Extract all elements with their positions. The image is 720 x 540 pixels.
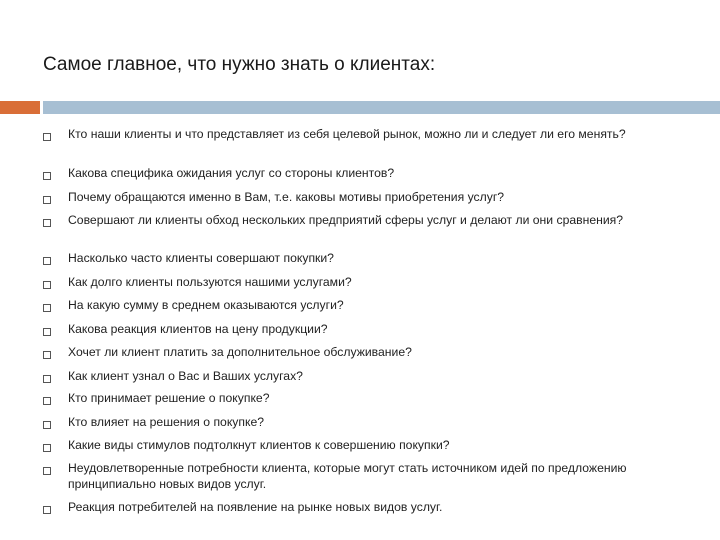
list-item-text: Совершают ли клиенты обход нескольких предприятий сферы услуг и делают ли они сравнения? xyxy=(68,213,624,227)
square-bullet-icon xyxy=(43,304,51,312)
square-bullet-icon xyxy=(43,196,51,204)
list-item-text: Кто наши клиенты и что представляет из себя целевой рынок, можно ли и следует ли его менять? xyxy=(68,127,626,141)
square-bullet-icon xyxy=(43,467,51,475)
square-bullet-icon xyxy=(43,375,51,383)
list-item-text: На какую сумму в среднем оказываются услуги? xyxy=(68,298,344,312)
list-item-text: Кто принимает решение о покупке? xyxy=(68,391,270,405)
list-item-text: Насколько часто клиенты совершают покупки? xyxy=(68,251,334,265)
square-bullet-icon xyxy=(43,351,51,359)
square-bullet-icon xyxy=(43,397,51,405)
square-bullet-icon xyxy=(43,328,51,336)
list-item-text: Хочет ли клиент платить за дополнительное обслуживание? xyxy=(68,345,412,359)
square-bullet-icon xyxy=(43,281,51,289)
list-item-text: Как клиент узнал о Вас и Ваших услугах? xyxy=(68,369,303,383)
list-item-text: Кто влияет на решения о покупке? xyxy=(68,415,265,429)
list-item-text: Почему обращаются именно в Вам, т.е. каковы мотивы приобретения услуг? xyxy=(68,190,505,204)
square-bullet-icon xyxy=(43,506,51,514)
square-bullet-icon xyxy=(43,257,51,265)
square-bullet-icon xyxy=(43,444,51,452)
list-item-text: Неудовлетворенные потребности клиента, которые могут стать источником идей по предложению принципиально новых видов услуг. xyxy=(68,461,627,491)
list-item-text: Как долго клиенты пользуются нашими услугами? xyxy=(68,275,352,289)
square-bullet-icon xyxy=(43,133,51,141)
list-item-text: Какова специфика ожидания услуг со стороны клиентов? xyxy=(68,166,395,180)
list-item-text: Реакция потребителей на появление на рынке новых видов услуг. xyxy=(68,500,443,514)
square-bullet-icon xyxy=(43,172,51,180)
list-item-text: Какие виды стимулов подтолкнут клиентов к совершению покупки? xyxy=(68,438,450,452)
square-bullet-icon xyxy=(43,421,51,429)
square-bullet-icon xyxy=(43,219,51,227)
slide-title: Самое главное, что нужно знать о клиентах: xyxy=(43,54,436,75)
list-item-text: Какова реакция клиентов на цену продукции? xyxy=(68,322,328,336)
